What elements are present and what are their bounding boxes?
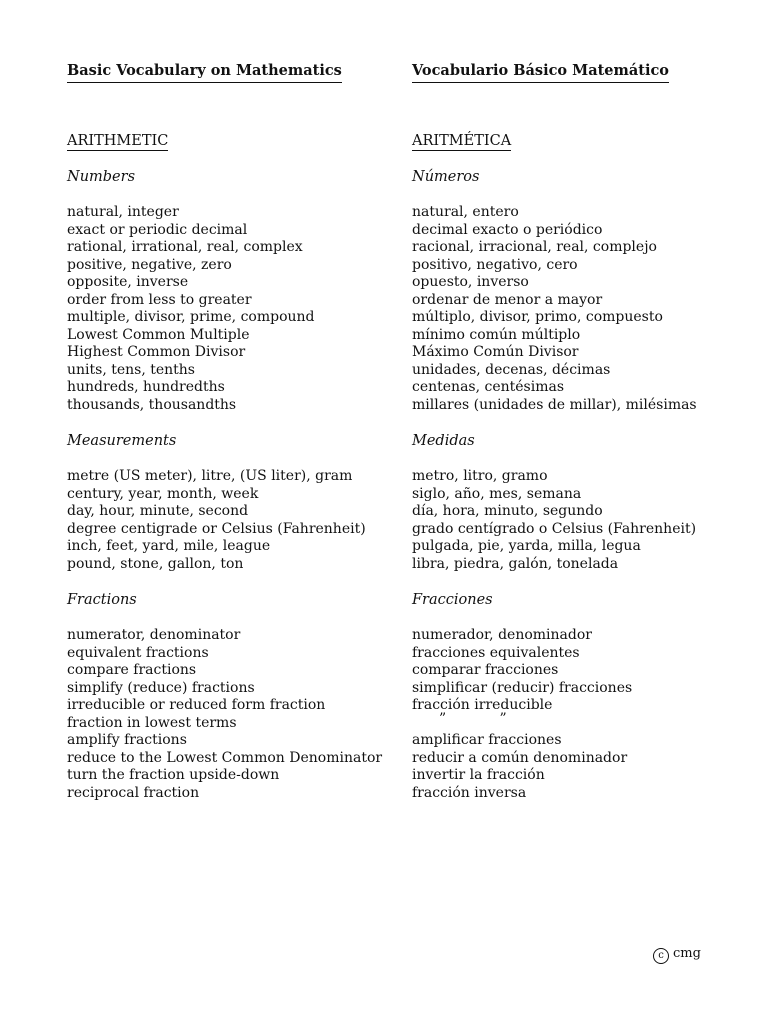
list-item: numerator, denominator bbox=[67, 627, 241, 643]
english-title: Basic Vocabulary on Mathematics bbox=[67, 62, 342, 83]
spanish-section-aritmetica bbox=[412, 133, 511, 151]
list-item: ordenar de menor a mayor bbox=[412, 291, 603, 308]
spanish-column bbox=[412, 60, 752, 801]
list-item: day, hour, minute, second bbox=[67, 503, 249, 519]
spanish-subheading-medidas: Medidas bbox=[412, 433, 475, 449]
english-section-heading: ARITHMETIC bbox=[67, 133, 169, 149]
english-numbers-list bbox=[67, 204, 315, 414]
english-fractions-list bbox=[67, 627, 382, 802]
list-item: decimal exacto o periódico bbox=[412, 221, 603, 238]
list-item: comparar fracciones bbox=[412, 662, 559, 678]
list-item: centenas, centésimas bbox=[412, 379, 565, 395]
list-item: natural, entero bbox=[412, 204, 519, 220]
list-item: reciprocal fraction bbox=[67, 784, 200, 801]
list-item: natural, integer bbox=[67, 204, 179, 220]
english-subheading-fractions: Fractions bbox=[67, 592, 137, 608]
list-item: unidades, decenas, décimas bbox=[412, 361, 611, 378]
list-item: opuesto, inverso bbox=[412, 274, 529, 290]
english-section-arithmetic bbox=[67, 133, 168, 151]
list-item: pound, stone, gallon, ton bbox=[67, 555, 244, 572]
spanish-section-heading: ARITMÉTICA bbox=[412, 133, 512, 149]
list-item: positivo, negativo, cero bbox=[412, 256, 578, 273]
list-item: múltiplo, divisor, primo, compuesto bbox=[412, 309, 663, 325]
list-item: thousands, thousandths bbox=[67, 396, 237, 413]
list-item: inch, feet, yard, mile, league bbox=[67, 538, 271, 554]
list-item: century, year, month, week bbox=[67, 485, 259, 502]
list-item: pulgada, pie, yarda, milla, legua bbox=[412, 538, 641, 554]
list-item: grado centígrado o Celsius (Fahrenheit) bbox=[412, 520, 697, 537]
list-item: compare fractions bbox=[67, 662, 197, 678]
spanish-title: Vocabulario Básico Matemático bbox=[412, 62, 669, 83]
english-subheading-numbers: Numbers bbox=[67, 169, 136, 185]
list-item: turn the fraction upside-down bbox=[67, 767, 280, 783]
ditto-marks: ” ” bbox=[439, 710, 507, 727]
list-item: fracción inversa bbox=[412, 784, 527, 801]
list-item: Highest Common Divisor bbox=[67, 344, 246, 360]
list-item: millares (unidades de millar), milésimas bbox=[412, 396, 697, 413]
english-subheading-measurements: Measurements bbox=[67, 433, 177, 449]
spanish-subheading-fracciones: Fracciones bbox=[412, 592, 493, 608]
list-item: fracción irreducible bbox=[412, 697, 553, 713]
list-item: Máximo Común Divisor bbox=[412, 344, 579, 360]
list-item: irreducible or reduced form fraction bbox=[67, 697, 326, 713]
list-item: positive, negative, zero bbox=[67, 256, 232, 273]
english-measurements-list bbox=[67, 468, 366, 573]
spanish-medidas-list bbox=[412, 468, 696, 573]
list-item: units, tens, tenths bbox=[67, 361, 195, 378]
spanish-fracciones-list bbox=[412, 627, 632, 802]
list-item: invertir la fracción bbox=[412, 767, 545, 783]
list-item: mínimo común múltiplo bbox=[412, 326, 581, 343]
list-item: Lowest Common Multiple bbox=[67, 326, 250, 343]
list-item: numerador, denominador bbox=[412, 627, 592, 643]
list-item: siglo, año, mes, semana bbox=[412, 485, 582, 502]
list-item: hundreds, hundredths bbox=[67, 379, 225, 395]
list-item: degree centigrade or Celsius (Fahrenheit) bbox=[67, 520, 366, 537]
list-item: fracciones equivalentes bbox=[412, 644, 580, 661]
author-initials: cmg bbox=[673, 946, 701, 961]
list-item: order from less to greater bbox=[67, 291, 252, 308]
list-item: amplificar fracciones bbox=[412, 732, 562, 748]
list-item: metro, litro, gramo bbox=[412, 468, 548, 484]
list-item: simplify (reduce) fractions bbox=[67, 679, 255, 696]
spanish-subheading-numeros: Números bbox=[412, 169, 480, 185]
list-item: metre (US meter), litre, (US liter), gram bbox=[67, 468, 353, 484]
list-item: simplificar (reducir) fracciones bbox=[412, 679, 633, 696]
copyright-icon: c bbox=[653, 948, 669, 964]
list-item: rational, irrational, real, complex bbox=[67, 239, 303, 255]
list-item: reducir a común denominador bbox=[412, 749, 628, 766]
list-item: equivalent fractions bbox=[67, 644, 209, 661]
list-item: opposite, inverse bbox=[67, 274, 189, 290]
list-item: día, hora, minuto, segundo bbox=[412, 503, 603, 519]
copyright-notice bbox=[653, 946, 701, 964]
list-item: amplify fractions bbox=[67, 732, 187, 748]
list-item: exact or periodic decimal bbox=[67, 221, 248, 238]
list-item: fraction in lowest terms bbox=[67, 714, 237, 731]
list-item: libra, piedra, galón, tonelada bbox=[412, 555, 619, 572]
list-item: reduce to the Lowest Common Denominator bbox=[67, 749, 383, 766]
spanish-numeros-list bbox=[412, 204, 697, 414]
list-item: multiple, divisor, prime, compound bbox=[67, 309, 315, 325]
list-item: racional, irracional, real, complejo bbox=[412, 239, 657, 255]
english-column bbox=[67, 60, 397, 801]
